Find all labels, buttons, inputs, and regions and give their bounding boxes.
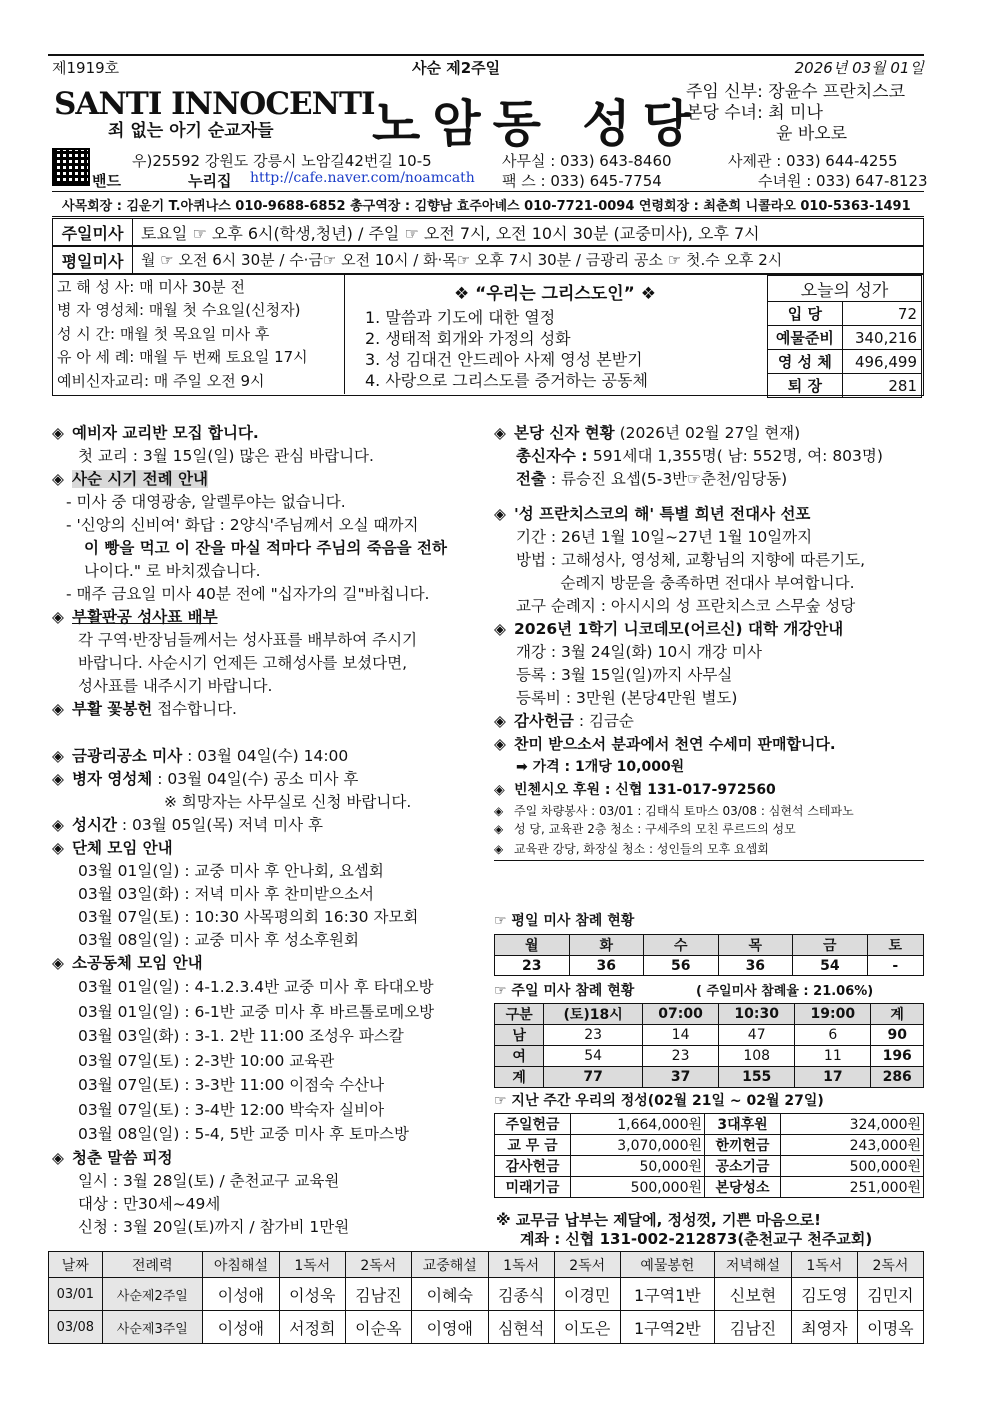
offering-table [494,1113,924,1198]
group-item: 03월 01일(일) : 교중 미사 후 안나회, 요셉회 [78,862,384,880]
hymn-label: 입 당 [768,302,843,326]
office-phone: 사무실 : 033) 643-8460 [502,152,672,170]
loofah-price: ➡ 가격 : 1개당 10,000원 [516,759,685,775]
sunday-cell: 54 [544,1046,643,1067]
issue-date: 2026년 03월 01일 [794,59,924,77]
nicodemus-item: 등록 : 3월 15일(일)까지 사무실 [516,666,733,684]
sacrament-item: 병 자 영성체: 매월 첫 수요일(신청자) [57,301,301,320]
duty-cell: 1구역1반 [620,1278,714,1311]
tithe-account: 계좌 : 신협 131-002-212873(춘천교구 천주교회) [520,1230,873,1248]
pastor: 주임 신부: 장윤수 프란치스코 [686,82,906,102]
weekday-value: 23 [495,956,570,976]
band-link[interactable]: 밴드 [92,172,121,190]
lent-item: - '신앙의 신비여' 화답 : 2양식'주님께서 오실 때까지 [66,516,419,534]
duty-cell: 03/08 [49,1311,103,1344]
jubilee-title: '성 프란치스코의 해' 특별 희년 전대사 선포 [514,505,811,523]
sick-text: : 03월 04일(수) 공소 미사 후 [152,770,359,788]
masthead-row [52,57,924,79]
offering-amount: 500,000원 [781,1156,924,1177]
holyhour-text: : 03월 05일(목) 저녁 미사 후 [116,816,324,834]
group-item: 03월 07일(토) : 10:30 사목평의회 16:30 자모회 [78,908,419,926]
duty-cell: 이혜숙 [411,1278,488,1311]
small-community-item: 03월 07일(토) : 3-3반 11:00 이점숙 수산나 [78,1076,385,1094]
diamond-icon: ◈ [52,747,64,765]
left-column [52,422,492,1234]
jubilee-item: 기간 : 26년 1월 10일~27년 1월 10일까지 [516,528,813,546]
offering-label: 주일헌금 [495,1114,571,1135]
sunday-head: 계 [871,1004,924,1025]
diamond-icon: ◈ [494,712,506,730]
weekday-value: 36 [569,956,644,976]
sunday-head: (토)18시 [544,1004,643,1025]
small-community-item: 03월 08일(일) : 5-4, 5반 교중 미사 후 토마스방 [78,1125,409,1143]
vincent-support: 빈첸시오 후원 : 신협 131-017-972560 [514,782,776,798]
diamond-icon: ◈ [52,954,64,972]
weekday-attendance-title: ☞ 평일 미사 참례 현황 [494,913,635,929]
duty-cell: 이명옥 [857,1311,923,1344]
sacrament-schedule [53,275,345,394]
small-community-item: 03월 07일(토) : 2-3반 10:00 교육관 [78,1051,335,1070]
hymn-label: 퇴 장 [768,374,843,398]
diamond-icon: ◈ [52,470,64,488]
duty-cleaning-2: 교육관 강당, 화장실 청소 : 성인들의 모후 요셉회 [514,842,769,856]
hymn-value: 72 [842,302,921,326]
holyhour-title: 성시간 [72,816,117,834]
duty-cell: 신보현 [715,1278,792,1311]
youth-retreat-title: 청춘 말씀 피정 [72,1148,173,1167]
weekday-mass-times: 월 ☞ 오전 6시 30분 / 수·금☞ 오전 10시 / 화·목☞ 오후 7시 30분 / 금광리 공소 ☞ 첫.수 오후 2시 [141,251,783,269]
sunday-cell: 23 [544,1025,643,1046]
thanks-title: 감사헌금 [514,712,574,730]
members-total: 591세대 1,355명( 남: 552명, 여: 803명) [592,447,883,465]
loofah-title: 찬미 받으소서 분과에서 천연 수세미 판매합니다. [514,735,836,753]
nicodemus-title: 2026년 1학기 니코데모(어르신) 대학 개강안내 [514,620,844,638]
offering-label: 3대후원 [705,1114,781,1135]
sunday-cell: 6 [795,1025,871,1046]
offering-label: 본당성소 [705,1177,781,1198]
small-community-item: 03월 01일(일) : 4-1.2.3.4반 교중 미사 후 타대오방 [78,978,434,996]
jubilee-item: 교구 순례지 : 아시시의 성 프란치스코 스무숲 성당 [516,597,856,615]
motto: ❖ “우리는 그리스도인” ❖ [454,284,656,304]
lent-item: - 미사 중 대영광송, 알렐루야는 없습니다. [66,493,346,511]
offering-amount: 324,000원 [781,1114,924,1135]
right-column [494,422,924,861]
sunday-attendance-title: ☞ 주일 미사 참례 현황 [494,983,635,999]
church-title: 노암동 성당 [372,95,703,153]
weekday-head: 화 [569,935,644,956]
staff-list [686,82,905,145]
hymn-value: 281 [842,374,921,398]
sunday-mass-times: 토요일 ☞ 오후 6시(학생,청년) / 주일 ☞ 오전 7시, 오전 10시 30분 (교중미사), 오후 7시 [141,224,760,243]
youth-retreat-item: 일시 : 3월 28일(토) / 춘천교구 교육원 [78,1171,340,1190]
qr-code-icon[interactable] [52,148,90,186]
duty-cell: 김남진 [345,1278,411,1311]
group-item: 03월 03일(화) : 저녁 미사 후 찬미받으소서 [78,885,374,903]
sunday-cell: 286 [871,1067,924,1088]
duty-head: 아침해설 [203,1252,280,1278]
weekday-mass-label: 평일미사 [53,247,133,273]
catechumen-title: 예비자 교리반 모집 합니다. [72,424,259,442]
small-community-title: 소공동체 모임 안내 [72,954,203,972]
sunday-cell: 11 [795,1046,871,1067]
sacrament-item: 유 아 세 례: 매월 두 번째 토요일 17시 [57,348,308,367]
weekday-head: 월 [495,935,570,956]
goal-item: 4. 사랑으로 그리스도를 증거하는 공동체 [365,371,648,390]
goals-list [365,307,648,391]
duty-driver: 주일 차량봉사 : 03/01 : 김태식 토마스 03/08 : 심현석 스테파노 [514,804,854,818]
hymn-title: 오늘의 성가 [768,276,922,302]
weekday-mass-row [52,246,924,274]
duty-cell: 이영애 [411,1311,488,1344]
duty-cell: 최영자 [791,1311,857,1344]
diamond-icon: ◈ [52,839,64,857]
thanks-text: : 김금순 [573,712,634,730]
fax-number: 팩 스 : 033) 645-7754 [502,172,662,190]
tithe-note: ※ 교무금 납부는 제달에, 정성껏, 기쁜 마음으로! [496,1211,821,1229]
issue-number: 제1919호 [52,59,120,77]
address: 우)25592 강원도 강릉시 노암길42번길 10-5 [132,152,432,170]
sunday-cell: 계 [495,1067,544,1088]
weekday-value: 54 [793,956,868,976]
diamond-icon: ◈ [494,782,505,798]
diamond-icon: ◈ [52,700,64,718]
sister-1: 본당 수녀: 최 미나 [686,103,823,123]
offering-label: 교 무 금 [495,1135,571,1156]
offering-amount: 1,664,000원 [571,1114,705,1135]
lent-item: 이 빵을 먹고 이 잔을 마실 적마다 주님의 죽음을 전하 [84,539,448,557]
ministry-duty-table [48,1251,924,1344]
duty-head: 교중해설 [411,1252,488,1278]
convent-phone: 수녀원 : 033) 647-8123 [758,172,928,190]
offering-amount: 243,000원 [781,1135,924,1156]
sister-2: 윤 바오로 [776,124,848,144]
offering-amount: 3,070,000원 [571,1135,705,1156]
duty-head: 2독서 [554,1252,620,1278]
liturgical-week: 사순 제2주일 [412,59,501,77]
diamond-icon: ◈ [494,620,506,638]
group-item: 03월 08일(일) : 교중 미사 후 성소후원회 [78,931,359,949]
hymn-value: 340,216 [842,326,921,350]
homepage-label: 누리집 [188,172,232,190]
hymn-label: 영 성 체 [768,350,843,374]
youth-retreat-item: 신청 : 3월 20일(토)까지 / 참가비 1만원 [78,1217,350,1234]
members-title: 본당 신자 현황 [514,424,615,442]
parish-goals [345,275,765,394]
duty-cell: 이도은 [554,1311,620,1344]
rectory-phone: 사제관 : 033) 644-4255 [728,152,898,170]
duty-head: 1독서 [279,1252,345,1278]
hymn-table [767,275,922,398]
sunday-attendance-rate: ( 주일미사 참례율 : 21.06%) [696,984,874,999]
diamond-icon: ◈ [494,424,506,442]
sunday-cell: 77 [544,1067,643,1088]
sunday-head: 19:00 [795,1004,871,1025]
sunday-cell: 196 [871,1046,924,1067]
diamond-icon: ◈ [494,804,504,818]
jubilee-item: 방법 : 고해성사, 영성체, 교황님의 지향에 따른기도, [516,551,866,569]
easter-text: 각 구역·반장님들께서는 성사표를 배부하여 주시기 [78,631,418,649]
offering-title: ☞ 지난 주간 우리의 정성(02월 21일 ~ 02월 27일) [494,1093,824,1109]
sunday-head: 구분 [495,1004,544,1025]
duty-cell: 이성애 [203,1278,280,1311]
offering-label: 미래기금 [495,1177,571,1198]
duty-cell: 이경민 [554,1278,620,1311]
duty-head: 전례력 [102,1252,202,1278]
weekday-value: - [867,956,923,976]
diamond-icon: ◈ [52,816,64,834]
easter-text: 바랍니다. 사순시기 언제든 고해성사를 보셨다면, [78,654,408,672]
hymn-value: 496,499 [842,350,921,374]
diamond-icon: ◈ [52,424,64,442]
duty-cell: 김남진 [715,1311,792,1344]
diamond-icon: ◈ [494,735,506,753]
duty-head: 1독서 [488,1252,554,1278]
transfer-text: : 류승진 요셉(5-3반☞춘천/임당동) [545,470,788,488]
sick-note: ※ 희망자는 사무실로 신청 바랍니다. [164,793,412,811]
sunday-cell: 14 [643,1025,719,1046]
sunday-mass-row [52,218,924,246]
weekday-head: 토 [867,935,923,956]
duty-head: 저녁해설 [715,1252,792,1278]
diamond-icon: ◈ [494,842,504,856]
duty-cell: 김종식 [488,1278,554,1311]
sacrament-item: 고 해 성 사: 매 미사 30분 전 [57,278,245,296]
duty-cell: 김도영 [791,1278,857,1311]
sunday-cell: 남 [495,1025,544,1046]
logo-subtitle: 죄 없는 아기 순교자들 [108,121,274,141]
jubilee-item: 순례지 방문을 충족하면 전대사 부여합니다. [516,574,855,592]
duty-cell: 사순제2주일 [102,1278,202,1311]
goal-item: 2. 생태적 회개와 가정의 성화 [365,329,571,348]
sacrament-item: 성 시 간: 매월 첫 목요일 미사 후 [57,324,270,343]
lent-title: 사순 시기 전례 안내 [72,470,208,488]
weekday-value: 56 [644,956,719,976]
easter-text: 성사표를 내주시기 바랍니다. [78,677,273,695]
weekday-value: 36 [718,956,793,976]
logo-latin: SANTI INNOCENTI [54,86,375,122]
flower-title: 부활 꽃봉헌 [72,700,153,718]
sunday-cell: 90 [871,1025,924,1046]
sunday-cell: 108 [719,1046,795,1067]
duty-cell: 이성애 [203,1311,280,1344]
duty-cell: 이성욱 [279,1278,345,1311]
sunday-cell: 여 [495,1046,544,1067]
offering-label: 한끼헌금 [705,1135,781,1156]
sacrament-item: 예비신자교리: 매 주일 오전 9시 [57,371,265,390]
duty-cell: 서정희 [279,1311,345,1344]
sunday-mass-label: 주일미사 [53,219,133,245]
small-community-item: 03월 01일(일) : 6-1반 교중 미사 후 바르톨로메오방 [78,1002,435,1021]
duty-head: 1독서 [791,1252,857,1278]
goal-item: 1. 말씀과 기도에 대한 열정 [365,308,556,327]
info-box [52,274,924,396]
diamond-icon: ◈ [52,1148,64,1167]
small-community-item: 03월 07일(토) : 3-4반 12:00 박숙자 실비아 [78,1100,385,1119]
sunday-head: 10:30 [719,1004,795,1025]
duty-cell: 1구역2반 [620,1311,714,1344]
members-total-label: 총신자수 : [516,447,593,465]
flower-text: 접수합니다. [152,700,237,718]
lent-item: 나이다." 로 바치겠습니다. [84,562,261,580]
hymn-label: 예물준비 [768,326,843,350]
offering-amount: 251,000원 [781,1177,924,1198]
duty-head: 2독서 [857,1252,923,1278]
weekday-attendance-table [494,934,924,976]
diamond-icon: ◈ [494,822,504,836]
duty-head: 2독서 [345,1252,411,1278]
offering-label: 감사헌금 [495,1156,571,1177]
duty-cell: 이순옥 [345,1311,411,1344]
duty-cleaning-1: 성 당, 교육관 2층 청소 : 구세주의 모친 루르드의 성모 [514,822,796,836]
sunday-cell: 155 [719,1067,795,1088]
goal-item: 3. 성 김대건 안드레아 사제 영성 본받기 [365,350,643,369]
sunday-head: 07:00 [643,1004,719,1025]
easter-title: 부활판공 성사표 배부 [72,608,218,626]
sunday-cell: 37 [643,1067,719,1088]
offering-amount: 50,000원 [571,1156,705,1177]
duty-cell: 03/01 [49,1278,103,1311]
duty-head: 날짜 [49,1252,103,1278]
duty-cell: 사순제3주일 [102,1311,202,1344]
weekday-head: 금 [793,935,868,956]
diamond-icon: ◈ [52,770,64,788]
sunday-cell: 23 [643,1046,719,1067]
nicodemus-item: 개강 : 3월 24일(화) 10시 개강 미사 [516,643,762,661]
youth-retreat-item: 대상 : 만30세~49세 [78,1194,221,1213]
duty-cell: 심현석 [488,1311,554,1344]
small-community-item: 03월 03일(화) : 3-1. 2반 11:00 조성우 파스칼 [78,1027,404,1045]
diamond-icon: ◈ [494,505,506,523]
offering-amount: 500,000원 [571,1177,705,1198]
gonso-text: : 03월 04일(수) 14:00 [182,747,349,765]
duty-cell: 김민지 [857,1278,923,1311]
header-divider [48,54,924,56]
sunday-attendance-table [494,1003,924,1088]
nicodemus-item: 등록비 : 3만원 (본당4만원 별도) [516,689,738,707]
homepage-link[interactable]: http://cafe.naver.com/noamcath [250,170,475,186]
lent-item: - 매주 금요일 미사 40분 전에 "십자가의 길"바칩니다. [66,585,430,603]
weekday-head: 목 [718,935,793,956]
weekday-head: 수 [644,935,719,956]
gonso-title: 금광리공소 미사 [72,747,183,765]
catechumen-text: 첫 교리 : 3월 15일(일) 많은 관심 바랍니다. [78,447,374,465]
groups-title: 단체 모임 안내 [72,839,173,857]
transfer-label: 전출 [516,470,546,488]
members-date: (2026년 02월 27일 현재) [614,424,801,442]
sunday-cell: 17 [795,1067,871,1088]
diamond-icon: ◈ [52,608,64,626]
offering-label: 공소기금 [705,1156,781,1177]
sick-title: 병자 영성체 [72,770,153,788]
leaders-bar: 사목회장 : 김운기 T.아퀴나스 010-9688-6852 총구역장 : 김향남 효주아녜스 010-7721-0094 연령회장 : 최춘희 니콜라오 010-5363-1491 [52,191,924,217]
sunday-cell: 47 [719,1025,795,1046]
duty-head: 예물봉헌 [620,1252,714,1278]
